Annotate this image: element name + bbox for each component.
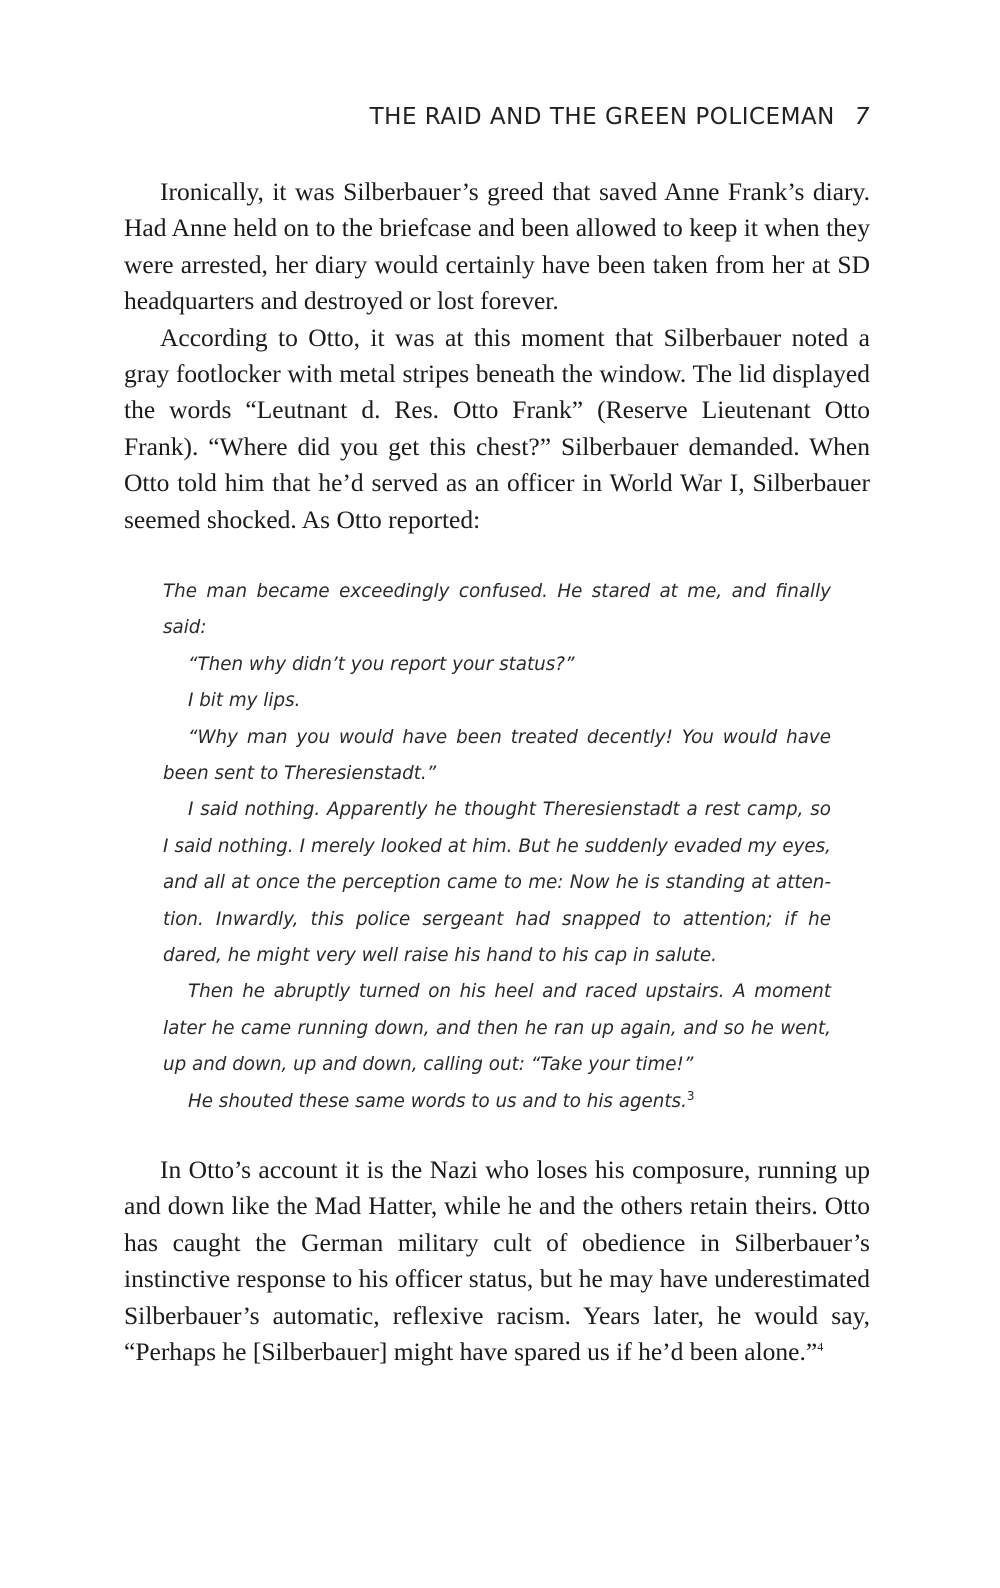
quote-line-4-text: “Why man you would have been treated decently! You would have been sent to Theresienstadt.” (163, 726, 831, 785)
body-section-top (124, 174, 870, 538)
paragraph-2: According to Otto, it was at this moment that Silberbauer noted a gray footlocker with metal stripes beneath the window. The lid displayed the words “Leutnant d. Res. Otto Frank” (Reserve Lieutenant Otto Frank). “Where did you get this chest?” Silberbauer demanded. When Otto told him that he’d served as an officer in World War I, Silberbauer seemed shocked. As Otto reported: (124, 322, 870, 534)
running-head (124, 104, 870, 130)
quote-line-2: “Then why didn’t you report your status?” (188, 653, 575, 675)
footnote-ref-3[interactable]: 3 (686, 1088, 695, 1103)
page-number: 7 (854, 104, 870, 130)
paragraph-1: Ironically, it was Silberbauer’s greed that saved Anne Frank’s diary. Had Anne held on to the briefcase and been allowed to keep it when they were arrested, her diary would certainly have been taken from her at SD headquarters and destroyed or lost forever. (124, 177, 870, 316)
paragraph-3-text: In Otto’s account it is the Nazi who loses his composure, running up and down like the Mad Hatter, while he and the others retain theirs. Otto has caught the German military cult of obedience in Silberbauer’s instinctive response to his officer status, but he may have underestimated Silberbauer’s automatic, reflexive racism. Years later, he would say, “Perhaps he [Silberbauer] might have spared us if he’d been alone.” (124, 1155, 870, 1367)
quote-line-7 (163, 1084, 831, 1120)
quote-line-6: Then he abruptly turned on his heel and raced upstairs. A moment later he came running down, and then he ran up again, and so he went, up and down, up and down, calling out: “Take your time!” (163, 981, 831, 1076)
body-section-bottom (124, 1152, 870, 1370)
running-title: THE RAID AND THE GREEN POLICEMAN (369, 104, 835, 130)
quote-line-3: I bit my lips. (188, 690, 301, 712)
quote-line-7-text: He shouted these same words to us and to his agents. (188, 1090, 687, 1112)
footnote-ref-4[interactable]: 4 (817, 1339, 824, 1354)
paragraph-3 (124, 1152, 870, 1370)
quote-line-1: The man became exceedingly confused. He stared at me, and finally said: (163, 581, 831, 639)
quote-line-5: I said nothing. Apparently he thought Theresienstadt a rest camp, so I said nothing. I merely looked at him. But he suddenly evaded my eyes, and all at once the perception came to me: Now he is standing at attention. Inwardly, this police sergeant had snapped to attention; if he dared, he might very well raise his hand to his cap in salute. (163, 799, 831, 967)
block-quote (163, 574, 831, 1120)
quote-line-4 (163, 720, 831, 793)
